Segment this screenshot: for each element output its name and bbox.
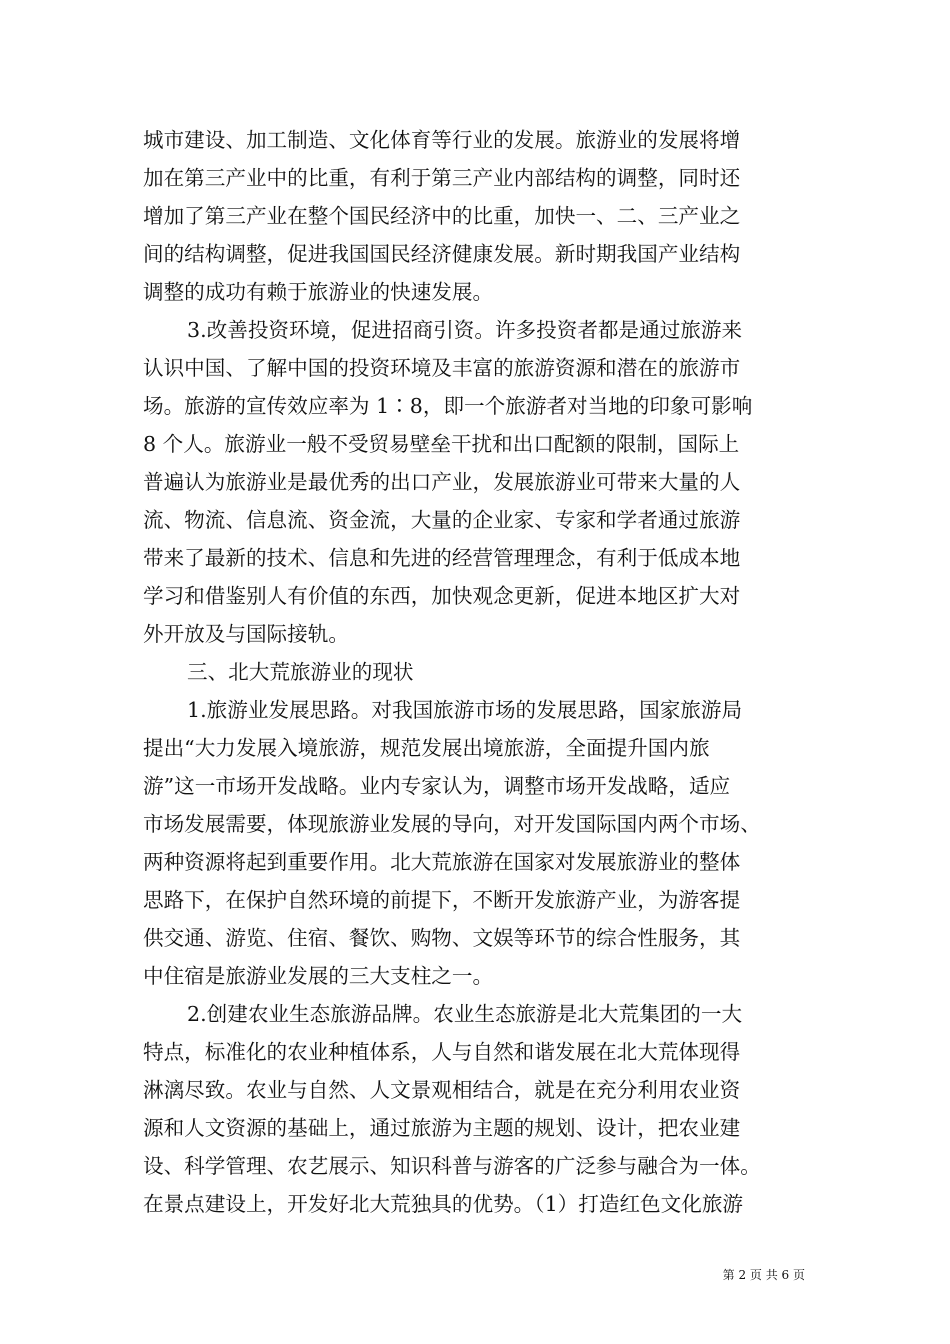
text-line: 加在第三产业中的比重，有利于第三产业内部结构的调整，同时还 [143,166,741,190]
text-line: 普遍认为旅游业是最优秀的出口产业，发展旅游业可带来大量的人 [143,470,741,494]
text-line: 供交通、游览、住宿、餐饮、购物、文娱等环节的综合性服务，其 [143,926,741,950]
text-line: 源和人文资源的基础上，通过旅游为主题的规划、设计，把农业建 [143,1116,741,1140]
text-line: 提出“大力发展入境旅游，规范发展出境旅游，全面提升国内旅 [143,736,710,760]
text-line: 两种资源将起到重要作用。北大荒旅游在国家对发展旅游业的整体 [143,850,741,874]
text-line: 1.旅游业发展思路。对我国旅游市场的发展思路，国家旅游局 [187,698,743,722]
text-line: 城市建设、加工制造、文化体育等行业的发展。旅游业的发展将增 [143,128,741,152]
text-line: 思路下，在保护自然环境的前提下，不断开发旅游产业，为游客提 [143,888,741,912]
text-line: 游”这一市场开发战略。业内专家认为，调整市场开发战略，适应 [143,774,731,798]
text-line: 特点，标准化的农业种植体系，人与自然和谐发展在北大荒体现得 [143,1040,741,1064]
text-line: 3.改善投资环境，促进招商引资。许多投资者都是通过旅游来 [187,318,743,342]
text-line: 调整的成功有赖于旅游业的快速发展。 [143,280,494,304]
page-number: 第 2 页 共 6 页 [722,1268,805,1282]
text-line: 市场发展需要，体现旅游业发展的导向，对开发国际国内两个市场、 [143,812,761,836]
text-line: 8 个人。旅游业一般不受贸易壁垒干扰和出口配额的限制，国际上 [143,432,740,456]
text-line: 2.创建农业生态旅游品牌。农业生态旅游是北大荒集团的一大 [187,1002,743,1026]
section-heading: 三、北大荒旅游业的现状 [187,660,414,684]
text-line: 学习和借鉴别人有价值的东西，加快观念更新，促进本地区扩大对 [143,584,741,608]
text-line: 在景点建设上，开发好北大荒独具的优势。（1）打造红色文化旅游 [143,1192,744,1216]
text-line: 中住宿是旅游业发展的三大支柱之一。 [143,964,494,988]
text-line: 认识中国、了解中国的投资环境及丰富的旅游资源和潜在的旅游市 [143,356,741,380]
text-line: 间的结构调整，促进我国国民经济健康发展。新时期我国产业结构 [143,242,741,266]
text-line: 外开放及与国际接轨。 [143,622,349,646]
text-line: 设、科学管理、农艺展示、知识科普与游客的广泛参与融合为一体。 [143,1154,761,1178]
text-line: 增加了第三产业在整个国民经济中的比重，加快一、二、三产业之 [143,204,741,228]
text-line: 场。旅游的宣传效应率为 1∶8，即一个旅游者对当地的印象可影响 [143,394,753,418]
text-line: 淋漓尽致。农业与自然、人文景观相结合，就是在充分利用农业资 [143,1078,741,1102]
text-line: 流、物流、信息流、资金流，大量的企业家、专家和学者通过旅游 [143,508,741,532]
text-line: 带来了最新的技术、信息和先进的经营管理理念，有利于低成本地 [143,546,741,570]
